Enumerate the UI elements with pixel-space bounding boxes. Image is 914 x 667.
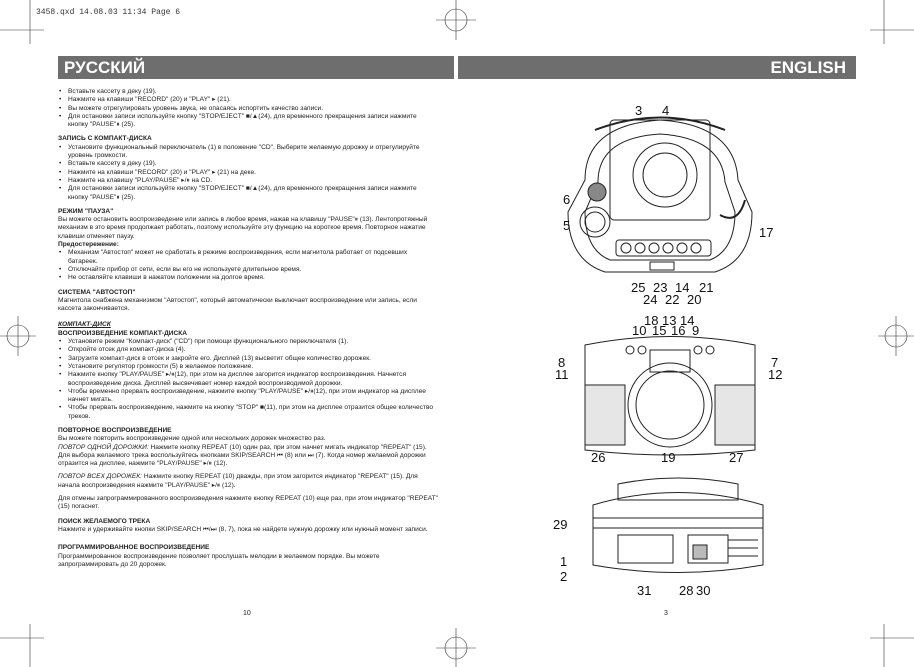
back-view-illustration (578, 470, 778, 585)
callout-6: 6 (563, 192, 571, 207)
list-item: • Вы можете отрегулировать уровень звука, не опасаясь испортить качество записи. (68, 105, 438, 113)
list-item: • Откройте отсек для компакт-диска (4). (68, 346, 438, 354)
chapter-heading: КОМПАКТ-ДИСК (58, 321, 111, 329)
callout-1: 1 (560, 554, 568, 569)
paragraph: Вы можете повторить воспроизведение одной или нескольких дорожек множество раз. (58, 435, 326, 443)
section-heading: ПОВТОРНОЕ ВОСПРОИЗВЕДЕНИЕ (58, 426, 172, 434)
header-band-left (58, 56, 454, 79)
callout-18: 18 (644, 313, 659, 328)
callout-9: 9 (692, 323, 700, 338)
caution-heading: Предостережение: (58, 241, 119, 249)
callout-19: 19 (661, 450, 676, 465)
repeat-one-text: Нажмите кнопку REPEAT (10) один раз, при этом начнет мигать индикатор "REPEAT" (15). Для выбора желаемого трека воспользуйтесь кнопками SKIP/SEARCH ⏮ (8) или ⏭ (7). Когда номер желаемой дорожки отразится на дисплее, нажмите "PLAY/PAUSE" ▸/⏸ (12). (58, 443, 427, 468)
callout-20: 20 (687, 292, 702, 307)
callout-29: 29 (553, 517, 568, 532)
callout-23: 23 (653, 280, 668, 295)
section-heading: ВОСПРОИЗВЕДЕНИЕ КОМПАКТ-ДИСКА (58, 329, 188, 337)
list-item: • Для остановки записи используйте кнопку "STOP/EJECT" ■/▲(24), для временного прекращения записи нажмите кнопку "PAUSE"⏸ (25). (68, 185, 438, 202)
list-item: • Нажмите на клавиши "RECORD" (20) и "PLAY" ▸ (21) на деке. (68, 169, 438, 177)
section-heading: ПОИСК ЖЕЛАЕМОГО ТРЕКА (58, 517, 151, 525)
page-number-left: 10 (243, 610, 251, 617)
callout-2: 2 (560, 569, 568, 584)
callout-25: 25 (631, 280, 646, 295)
callout-5: 5 (563, 218, 571, 233)
repeat-all-label: ПОВТОР ВСЕХ ДОРОЖЕК: (58, 473, 142, 481)
file-slug: 3458.qxd 14.08.03 11:34 Page 6 (36, 8, 181, 17)
list-item: • Для остановки записи используйте кнопку "STOP/EJECT" ■/▲(24), для временного прекращения записи нажмите кнопку "PAUSE"⏸ (25). (68, 113, 438, 130)
callout-15: 15 (652, 323, 667, 338)
callout-4: 4 (662, 103, 670, 118)
header-title-russian: РУССКИЙ (64, 58, 146, 77)
repeat-one-label: ПОВТОР ОДНОЙ ДОРОЖКИ: (58, 443, 149, 451)
paragraph (58, 444, 438, 469)
callout-12: 12 (768, 367, 783, 382)
callout-14-top: 14 (675, 280, 690, 295)
list-item: • Нажмите на клавишу "PLAY/PAUSE" ▸/⏸ на CD. (68, 177, 438, 185)
callout-13: 13 (662, 313, 677, 328)
section-heading: ПРОГРАММИРОВАННОЕ ВОСПРОИЗВЕДЕНИЕ (58, 544, 210, 552)
callout-31: 31 (637, 583, 652, 598)
list-item: • Установите функциональный переключатель (1) в положение "CD". Выберите желаемую дорожку и отрегулируйте уровень громкости. (68, 144, 438, 161)
list-item: • Вставьте кассету в деку (19). (68, 88, 438, 96)
list-item: • Не оставляйте клавиши в нажатом положении на долгое время. (68, 274, 438, 282)
list-item: • Отключайте прибор от сети, если вы его не используете длительное время. (68, 266, 438, 274)
intro-list (58, 88, 438, 129)
callout-11: 11 (555, 367, 569, 382)
callout-28: 28 (679, 583, 694, 598)
callout-10: 10 (632, 323, 647, 338)
header-title-english: ENGLISH (770, 58, 846, 77)
list-item: • Чтобы временно прервать воспроизведение, нажмите кнопку "PLAY/PAUSE" ▸/⏸(12), при этом индикатор на дисплее начнет мигать. (68, 388, 438, 405)
list-item: • Нажмите кнопку "PLAY/PAUSE" ▸/⏸(12), при этом на дисплее загорится индикатор воспроизведения. Начнется воспроизведение диска. Дисплей высвечивает номер каждой воспроизводимой дорожки. (68, 371, 438, 388)
list-item: • Установите регулятор громкости (5) в желаемое положение. (68, 363, 438, 371)
section-heading: РЕЖИМ "ПАУЗА" (58, 207, 114, 215)
list-item: • Чтобы прервать воспроизведение, нажмите на кнопку "STOP" ■(11), при этом на дисплее отразится общее количество треков. (68, 404, 438, 421)
paragraph: Вы можете остановить воспроизведение или запись в любое время, нажав на клавишу "PAUSE"⏸ (13). Лентопротяжный механизм в это время продолжает работать, поэтому используйте эту функцию на короткое время. Повторное нажатие клавиши отменяет паузу. (58, 216, 428, 240)
callout-14-mid: 14 (680, 313, 695, 328)
callout-17: 17 (759, 225, 774, 240)
paragraph: Программированное воспроизведение позволяет прослушать мелодии в желаемом порядке. Вы можете запрограммировать до 20 дорожек. (58, 552, 380, 568)
paragraph: Магнитола снабжена механизмом "Автостоп", который автоматически выключает воспроизведение или запись, если кассета закончивается. (58, 296, 417, 313)
paragraph: Для отмены запрограммированного воспроизведения нажмите кнопку REPEAT (10) еще раз, при этом индикатор "REPEAT" (15) погаснет. (58, 495, 438, 511)
callout-7: 7 (771, 355, 779, 370)
callout-22: 22 (665, 292, 680, 307)
front-view-illustration (570, 330, 770, 465)
callout-3: 3 (635, 103, 643, 118)
section-heading: СИСТЕМА "АВТОСТОП" (58, 288, 136, 296)
paragraph: Нажмите и удерживайте кнопки SKIP/SEARCH ⏮/⏭ (8, 7), пока не найдете нужную дорожку или нужный момент записи. (58, 525, 428, 533)
list-item: • Установите режим "Компакт-диск" ("CD") при помощи функционального переключателя (1). (68, 338, 438, 346)
callout-21: 21 (699, 280, 714, 295)
section-heading: ЗАПИСЬ С КОМПАКТ-ДИСКА (58, 135, 152, 143)
repeat-all-text: Нажмите кнопку REPEAT (10) дважды, при этом загорится индикатор "REPEAT" (15). Для начала воспроизведения нажмите "PLAY/PAUSE" ▸/⏸ (12). (58, 473, 418, 489)
list-item: • Вставьте кассету в деку (19). (68, 160, 438, 168)
page-number-right: 3 (664, 610, 668, 617)
callout-16: 16 (671, 323, 686, 338)
list-item: • Механизм "Автостоп" может не сработать в режиме воспроизведения, если магнитола работает от подсевших батареек. (68, 249, 438, 266)
header-band-right (458, 56, 856, 79)
top-view-illustration (540, 100, 780, 310)
list-item: • Загрузите компакт-диск в отсек и закройте его. Дисплей (13) высветит общее количество дорожек. (68, 355, 438, 363)
callout-26: 26 (591, 450, 606, 465)
russian-text-column (58, 88, 438, 569)
callout-24: 24 (643, 292, 658, 307)
paragraph (58, 473, 438, 490)
list-item: • Нажмите на клавиши "RECORD" (20) и "PLAY" ▸ (21). (68, 96, 438, 104)
callout-27: 27 (729, 450, 744, 465)
callout-30: 30 (696, 583, 711, 598)
callout-8: 8 (558, 355, 566, 370)
